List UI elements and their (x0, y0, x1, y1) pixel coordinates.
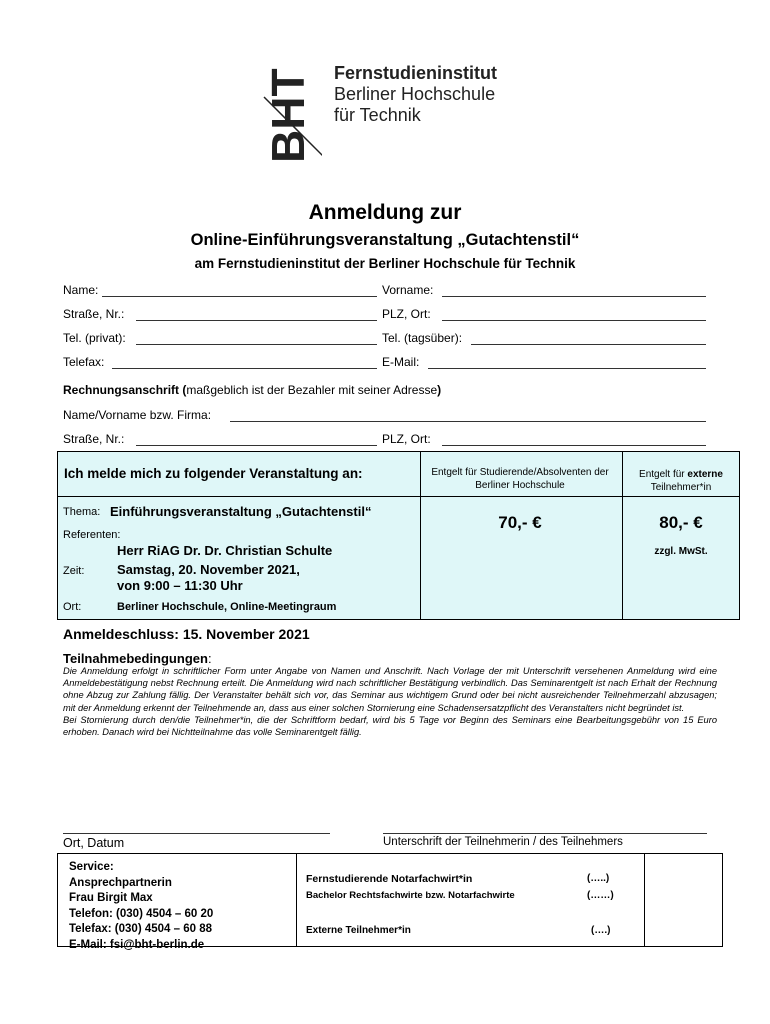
tel-privat-label: Tel. (privat): (63, 331, 126, 345)
logo-line-3: für Technik (334, 105, 421, 125)
price-external: 80,- € (659, 513, 703, 532)
contact-phone: Telefon: (030) 4504 – 60 20 (69, 907, 214, 920)
ort-value: Berliner Hochschule, Online-Meetingraum (117, 601, 337, 613)
billing-plz-field[interactable] (442, 445, 706, 446)
billing-name-label: Name/Vorname bzw. Firma: (63, 408, 212, 422)
option-notarfachwirt-label: Fernstudierende Notarfachwirt*in (306, 873, 473, 885)
vat-note: zzgl. MwSt. (654, 546, 708, 557)
service-contact (69, 860, 213, 953)
tel-tag-label: Tel. (tagsüber): (382, 331, 463, 345)
page-title: Anmeldung zur (308, 201, 462, 224)
tel-tag-field[interactable] (471, 344, 706, 345)
plz-label: PLZ, Ort: (382, 307, 431, 321)
conditions-text (63, 665, 717, 738)
option-bachelor-label: Bachelor Rechtsfachwirte bzw. Notarfachwirte (306, 890, 515, 901)
option-external-check[interactable]: (….) (591, 925, 611, 936)
ort-datum-field[interactable] (63, 833, 330, 834)
thema-value: Einführungsveranstaltung „Gutachtenstil“ (110, 504, 372, 519)
conditions-paragraph-1: Die Anmeldung erfolgt in schriftlicher Form unter Angabe von Namen und Anschrift. Nach Vorlage der mit Unterschrift versehenen Anmeldung wird eine Anmeldebestätigung nebst Rechnung erteilt. Die Anmeldung wird nach schriftlicher Bestätigung verbindlich. Das Seminarentgelt ist nach Erhalt der Rechnung ohne Abzug zur Zahlung fällig. Der Veranstalter behält sich vor, das Seminar aus wichtigem Grund oder bei nicht ausreichender Teilnehmerzahl abzusagen; mit der Anmeldung erkennt der Teilnehmende an, dass aus einer solchen Stornierung eine Schadensersatzpflicht des Veranstalters nicht begründet ist. (63, 666, 717, 713)
strasse-label: Straße, Nr.: (63, 307, 125, 321)
logo-mark-text: BHT (262, 68, 314, 163)
thema-label: Thema: (63, 506, 101, 518)
billing-strasse-label: Straße, Nr.: (63, 432, 125, 446)
students-fee-header: Entgelt für Studierende/Absolventen der Berliner Hochschule (431, 467, 609, 491)
zeit-line-1: Samstag, 20. November 2021, (117, 562, 300, 577)
plz-field[interactable] (442, 320, 706, 321)
ort-datum-label: Ort, Datum (63, 836, 125, 850)
billing-plz-label: PLZ, Ort: (382, 432, 431, 446)
telefax-label: Telefax: (63, 355, 105, 369)
billing-name-field[interactable] (230, 421, 706, 422)
contact-role: Ansprechpartnerin (69, 876, 172, 889)
strasse-field[interactable] (136, 320, 377, 321)
institute-logo (262, 55, 532, 167)
external-fee-header: Entgelt für externe Teilnehmer*in (639, 469, 723, 493)
zeit-label: Zeit: (63, 565, 85, 577)
name-label: Name: (63, 283, 99, 297)
registration-deadline: Anmeldeschluss: 15. November 2021 (63, 626, 310, 642)
option-bachelor-check[interactable]: (……) (587, 890, 614, 901)
service-label: Service: (69, 861, 114, 873)
email-field[interactable] (428, 368, 706, 369)
vorname-field[interactable] (442, 296, 706, 297)
logo-line-2: Berliner Hochschule (334, 84, 496, 104)
event-heading: Ich melde mich zu folgender Veranstaltung an: (64, 466, 363, 481)
bht-logo-icon (262, 55, 322, 167)
contact-fax: Telefax: (030) 4504 – 60 88 (69, 923, 212, 935)
option-notarfachwirt-check[interactable]: (…..) (587, 873, 610, 884)
logo-line-1: Fernstudieninstitut (334, 63, 497, 83)
signature-label: Unterschrift der Teilnehmerin / des Teilnehmers (383, 836, 623, 848)
conditions-paragraph-2: Bei Stornierung durch den/die Teilnehmer*in, die der Schriftform bedarf, wird bis 5 Tage vor Beginn des Seminars eine Bearbeitungsgebühr von 15 Euro erhoben. Danach wird bei Nichtteilnahme das volle Seminarentgelt fällig. (63, 714, 717, 738)
contact-email: E-Mail: fsi@bht-berlin.de (69, 938, 205, 951)
billing-strasse-field[interactable] (136, 445, 377, 446)
contact-name: Frau Birgit Max (69, 892, 153, 904)
institute-subtitle: am Fernstudieninstitut der Berliner Hochschule für Technik (194, 256, 576, 271)
ort-label: Ort: (63, 601, 82, 613)
tel-privat-field[interactable] (136, 344, 377, 345)
signature-field[interactable] (383, 833, 707, 834)
billing-heading: Rechnungsanschrift (maßgeblich ist der Bezahler mit seiner Adresse) (63, 383, 442, 397)
option-external-label: Externe Teilnehmer*in (306, 925, 411, 936)
telefax-field[interactable] (112, 368, 377, 369)
referenten-label: Referenten: (63, 529, 121, 541)
zeit-line-2: von 9:00 – 11:30 Uhr (117, 578, 243, 593)
conditions-title: Teilnahmebedingungen: (63, 651, 212, 666)
event-title: Online-Einführungsveranstaltung „Gutachtenstil“ (190, 231, 580, 249)
email-label: E-Mail: (382, 355, 420, 369)
referent-name: Herr RiAG Dr. Dr. Christian Schulte (117, 543, 333, 558)
vorname-label: Vorname: (382, 283, 434, 297)
name-field[interactable] (102, 296, 377, 297)
price-students: 70,- € (498, 513, 542, 532)
